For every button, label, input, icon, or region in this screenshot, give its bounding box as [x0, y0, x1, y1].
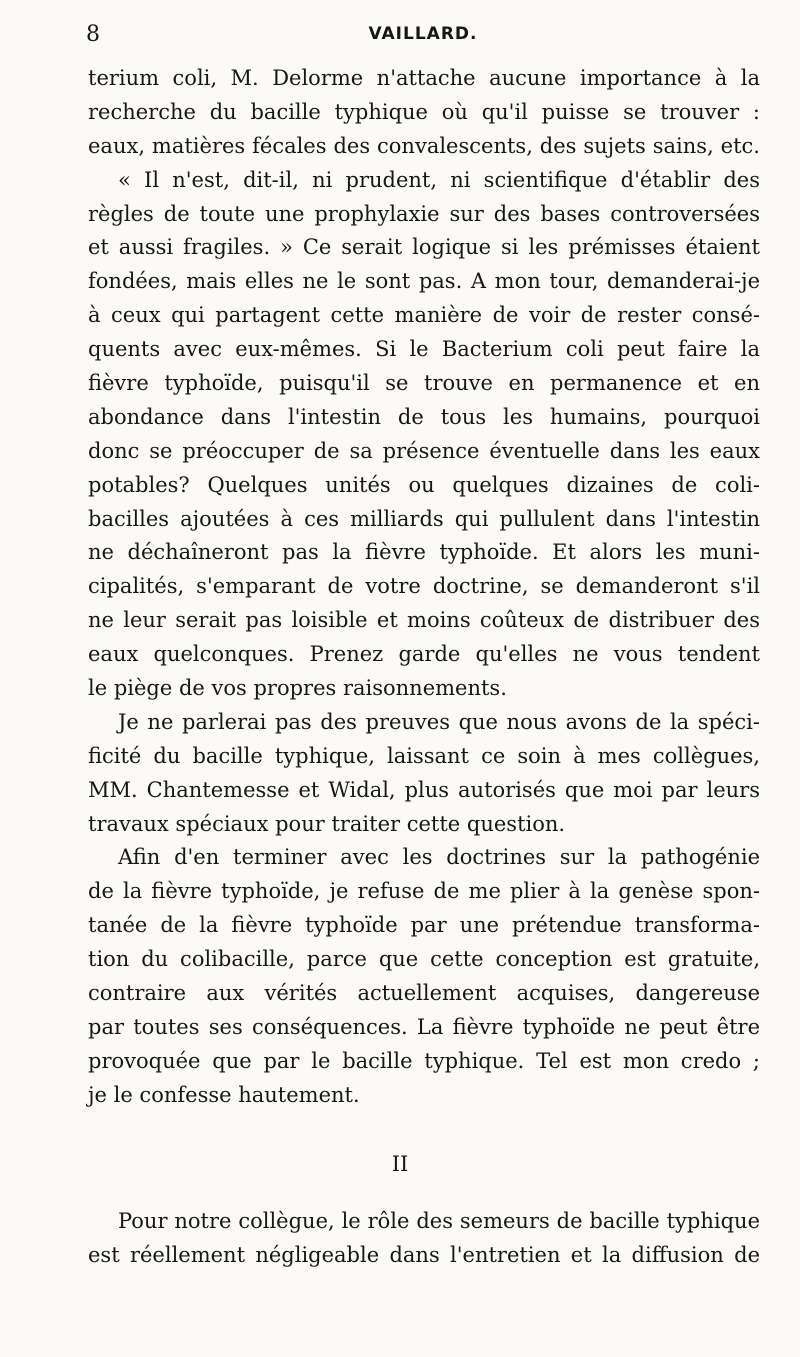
text-line: ficité du bacille typhique, laissant ce soin à mes collègues,	[88, 743, 760, 768]
text-line: potables? Quelques unités ou quelques dizaines de coli-	[88, 472, 760, 497]
text-line: cipalités, s'emparant de votre doctrine, se demanderont s'il	[88, 574, 760, 599]
text-line: fièvre typhoïde, puisqu'il se trouve en permanence et en	[88, 371, 760, 396]
text-line: provoquée que par le bacille typhique. Tel est mon credo ;	[88, 1048, 760, 1073]
text-line: eaux, matières fécales des convalescents, des sujets sains, etc.	[88, 133, 760, 158]
page-header	[86, 22, 760, 52]
text-line: donc se préoccuper de sa présence éventuelle dans les eaux	[88, 438, 760, 463]
page-number: 8	[86, 22, 100, 47]
text-line: contraire aux vérités actuellement acquises, dangereuse	[88, 981, 760, 1006]
text-line: MM. Chantemesse et Widal, plus autorisés que moi par leurs	[88, 777, 760, 802]
running-head: VAILLARD.	[368, 24, 478, 44]
text-line: « Il n'est, dit-il, ni prudent, ni scientifique d'établir des	[118, 167, 760, 192]
text-line: fondées, mais elles ne le sont pas. A mon tour, demanderai-je	[88, 269, 760, 294]
text-line: le piège de vos propres raisonnements.	[88, 676, 507, 701]
section-heading: II	[391, 1152, 409, 1176]
text-line: à ceux qui partagent cette manière de voir de rester consé-	[88, 303, 760, 328]
text-line: bacilles ajoutées à ces milliards qui pullulent dans l'intestin	[88, 506, 760, 531]
text-line: ne leur serait pas loisible et moins coûteux de distribuer des	[88, 608, 760, 633]
text-line: quents avec eux-mêmes. Si le Bacterium coli peut faire la	[88, 337, 760, 362]
text-line: règles de toute une prophylaxie sur des bases controversées	[88, 201, 760, 226]
text-line: recherche du bacille typhique où qu'il puisse se trouver :	[88, 99, 760, 124]
text-line: ne déchaîneront pas la fièvre typhoïde. Et alors les muni-	[88, 540, 760, 565]
body-text	[88, 62, 760, 1113]
text-line: Pour notre collègue, le rôle des semeurs de bacille typhique	[118, 1209, 760, 1233]
text-line: travaux spéciaux pour traiter cette question.	[88, 811, 566, 836]
text-line: et aussi fragiles. » Ce serait logique si les prémisses étaient	[88, 235, 760, 260]
text-line: Afin d'en terminer avec les doctrines sur la pathogénie	[118, 845, 760, 870]
text-line: eaux quelconques. Prenez garde qu'elles ne vous tendent	[88, 642, 760, 667]
text-line: terium coli, M. Delorme n'attache aucune importance à la	[88, 66, 760, 90]
text-line: de la fièvre typhoïde, je refuse de me plier à la genèse spon-	[88, 879, 760, 904]
text-line: par toutes ses conséquences. La fièvre typhoïde ne peut être	[88, 1014, 760, 1039]
text-line: abondance dans l'intestin de tous les humains, pourquoi	[88, 404, 760, 429]
text-line: tion du colibacille, parce que cette conception est gratuite,	[88, 947, 760, 972]
text-line: Je ne parlerai pas des preuves que nous avons de la spéci-	[118, 709, 760, 734]
section-text	[88, 1205, 760, 1273]
text-line: je le confesse hautement.	[88, 1082, 360, 1107]
text-line: tanée de la fièvre typhoïde par une prétendue transforma-	[88, 913, 760, 938]
text-line: est réellement négligeable dans l'entretien et la diffusion de	[88, 1242, 760, 1267]
